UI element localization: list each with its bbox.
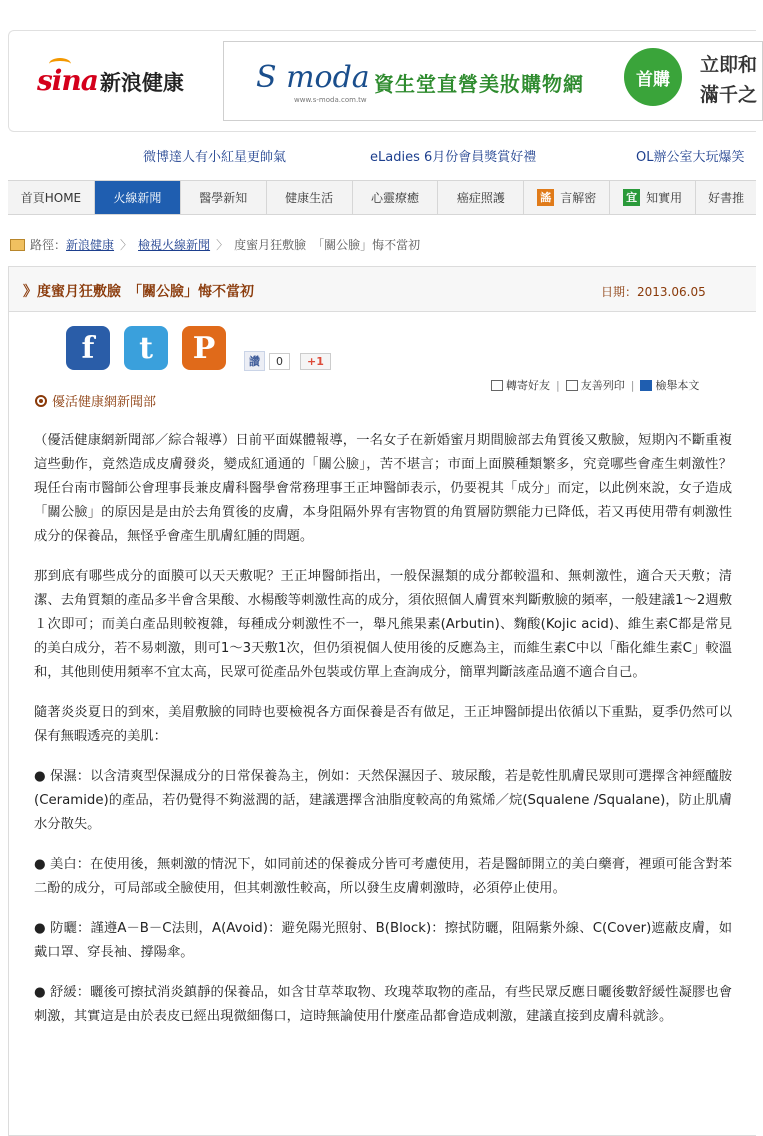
facebook-like-button[interactable]: 讚 [244,351,265,371]
main-nav [8,180,756,215]
article-paragraph: ● 防曬：謹遵A－B－C法則，A(Avoid)：避免陽光照射、B(Block)：擦拭防曬，阻隔紫外線、C(Cover)遮蔽皮膚，如戴口罩、穿長袖、撐陽傘。 [34,921,732,960]
breadcrumb-label: 路徑： [30,238,67,252]
forward-link[interactable]: 轉寄好友 [506,379,550,392]
logo-sina-text: sina [37,64,98,97]
nav-item-mind[interactable]: 心靈療癒 [353,181,439,214]
promo-link[interactable]: OL辦公室大玩爆笑 [636,150,745,165]
article-paragraph: ● 保濕：以含清爽型保濕成分的日常保養為主，例如：天然保濕因子、玻尿酸，若是乾性肌膚民眾則可選擇含神經醯胺(Ceramide)的產品，若仍覺得不夠滋潤的話，建議選擇含油脂度較高的角鯊烯／烷(Squalene /Squalane)，防止肌膚水分散失。 [34,769,732,832]
article-paragraph: ● 舒緩：曬後可擦拭消炎鎮靜的保養品，如含甘草萃取物、玫瑰萃取物的產品，有些民眾反應日曬後數舒緩性凝膠也會刺激，其實這是由於表皮已經出現微細傷口，這時無論使用什麼產品都會造成刺激，建議直接到皮膚科就診。 [34,985,732,1024]
chevron-right-icon: 〉 [216,238,229,252]
facebook-share-icon[interactable]: f [66,326,110,370]
article-paragraph: ● 美白：在使用後，無刺激的情況下，如同前述的保養成分皆可考慮使用，若是醫師開立的美白藥膏，裡頭可能含對苯二酚的成分，可局部或全臉使用，但其刺激性較高，所以發生皮膚刺激時，必須停止使用。 [34,857,732,896]
logo-health-text: 新浪健康 [99,71,184,95]
article-title-bar [9,267,756,312]
rumor-badge-icon: 謠 [537,189,554,206]
source-name: 優活健康網新聞部 [52,395,157,410]
nav-item-home[interactable]: 首頁HOME [8,181,95,214]
tool-divider: | [556,378,560,392]
breadcrumb-link-home[interactable]: 新浪健康 [66,238,115,252]
nav-item-cancer[interactable]: 癌症照護 [438,181,524,214]
nav-item-rumor[interactable] [524,181,610,214]
article-source [35,391,156,410]
nav-item-books[interactable]: 好書推 [708,191,745,205]
chevron-right-icon: 〉 [120,238,133,252]
sina-health-logo[interactable] [37,64,184,97]
twitter-share-icon[interactable]: t [124,326,168,370]
social-share-buttons [66,326,240,370]
article-tools [491,377,699,393]
banner-url: www.s-moda.com.tw [294,96,367,104]
nav-item-rumor-label: 言解密 [560,191,597,205]
smoda-ad-banner[interactable] [223,41,763,121]
print-link[interactable]: 友善列印 [580,379,625,392]
folder-icon [10,239,25,251]
nav-item-medical[interactable]: 醫學新知 [181,181,267,214]
practical-badge-icon: 宜 [623,189,640,206]
article-box [8,266,756,1136]
facebook-like-count: 0 [269,353,290,370]
like-counters [244,351,331,371]
article-paragraph: 那到底有哪些成分的面膜可以天天敷呢？王正坤醫師指出，一般保濕類的成分都較溫和、無刺激性，適合天天敷；清潔、去角質類的產品多半會含果酸、水楊酸等刺激性高的成分，須依照個人膚質來判斷敷臉的頻率，一般建議1～2週敷１次即可；而美白產品則較複雜，每種成分刺激性不一，舉凡熊果素(Arbutin)、麴酸(Kojic acid)、維生素C都是常見的美白成分，若不易刺激，則可1～3天敷1次，但仍須視個人使用後的反應為主，而維生素C中以「酯化維生素C」較溫和，其他則使用頻率不宜太高，民眾可從產品外包裝或仿單上查詢成分，簡單判斷該產品適不適合自己。 [34,569,732,680]
banner-brand: S moda [256,60,370,95]
promo-links [0,146,748,168]
nav-item-practical-label: 知實用 [646,191,683,205]
site-header [8,30,756,132]
breadcrumb-current: 度蜜月狂敷臉 「關公臉」悔不當初 [234,238,421,252]
nav-item-health-life[interactable]: 健康生活 [267,181,353,214]
source-target-icon [35,395,47,407]
report-link[interactable]: 檢舉本文 [655,379,700,392]
promo-link[interactable]: eLadies 6月份會員獎賞好禮 [370,150,537,165]
google-plus-button[interactable]: +1 [300,353,331,370]
breadcrumb-link-news[interactable]: 檢視火線新聞 [138,238,211,252]
banner-right-line1: 立即和 [700,54,758,76]
sina-eye-icon [49,58,71,70]
nav-item-news[interactable]: 火線新聞 [95,181,181,214]
promo-link[interactable]: 微博達人有小紅星更帥氣 [143,150,287,165]
article-date: 日期：2013.06.05 [601,285,706,299]
banner-headline: 資生堂直營美妝購物網 [374,72,584,96]
print-icon [566,380,578,391]
article-title: 》度蜜月狂敷臉 「關公臉」悔不當初 [23,284,254,300]
breadcrumb [10,236,420,253]
report-icon [640,380,652,391]
article-body [34,429,732,1045]
article-paragraph: （優活健康網新聞部／綜合報導）日前平面媒體報導，一名女子在新婚蜜月期間臉部去角質後又敷臉，短期內不斷重複這些動作，竟然造成皮膚發炎，變成紅通通的「關公臉」，苦不堪言；市面上面膜種類繁多，究竟哪些會產生刺激性？現任台南市醫師公會理事長兼皮膚科醫學會常務理事王正坤醫師表示，仍要視其「成分」而定，以此例來說，女子造成「關公臉」的原因是是由於去角質後的皮膚，本身阻隔外界有害物質的角質層防禦能力已降低，若又再使用帶有刺激性成分的保養品，無怪乎會產生肌膚紅腫的問題。 [34,433,732,544]
banner-first-purchase-badge: 首購 [624,48,682,106]
nav-item-practical[interactable] [610,181,696,214]
article-paragraph: 隨著炎炎夏日的到來，美眉敷臉的同時也要檢視各方面保養是否有做足，王正坤醫師提出依循以下重點，夏季仍然可以保有無暇透亮的美肌： [34,705,732,744]
tool-divider: | [630,378,635,392]
plurk-share-icon[interactable]: P [182,326,226,370]
banner-right-line2: 滿千之 [700,84,758,106]
forward-icon [491,380,503,391]
